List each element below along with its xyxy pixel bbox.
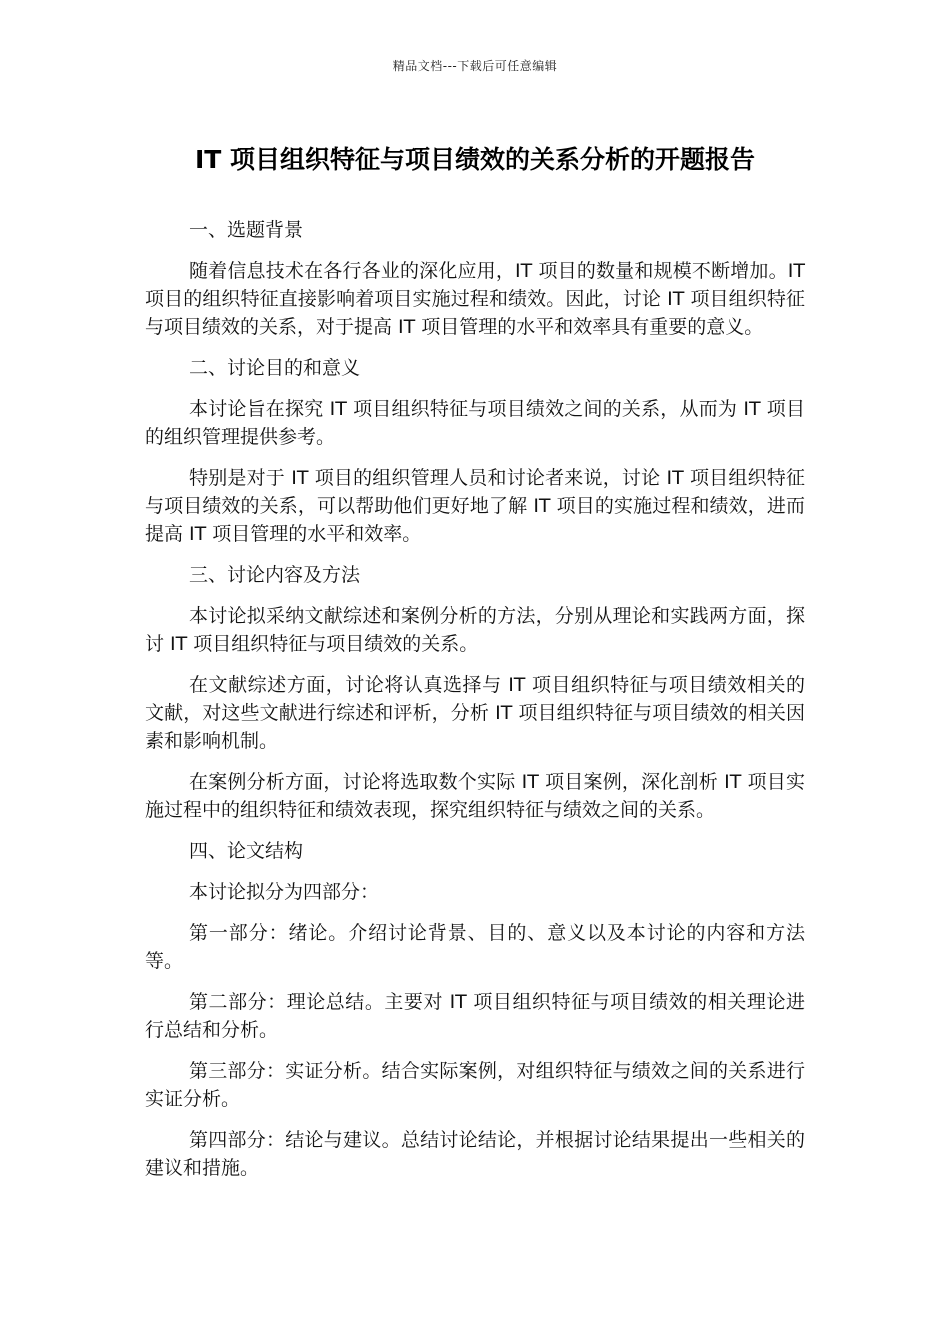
paragraph-structure-intro: 本讨论拟分为四部分： <box>189 881 380 903</box>
paragraph-part-3: 第三部分：实证分析。结合实际案例，对组织特征与绩效之间的关系进行实证分析。 <box>145 1060 805 1110</box>
section-heading-structure: 四、论文结构 <box>189 840 304 862</box>
header-note: 精品文档---下载后可任意编辑 <box>392 59 558 73</box>
paragraph-purpose-1: 本讨论旨在探究 IT 项目组织特征与项目绩效之间的关系，从而为 IT 项目的组织管理提供参考。 <box>145 398 805 448</box>
document-title: IT 项目组织特征与项目绩效的关系分析的开题报告 <box>194 145 756 174</box>
section-heading-purpose: 二、讨论目的和意义 <box>189 357 361 379</box>
section-heading-methods: 三、讨论内容及方法 <box>189 564 361 586</box>
paragraph-part-1: 第一部分：绪论。介绍讨论背景、目的、意义以及本讨论的内容和方法等。 <box>145 922 805 972</box>
paragraph-purpose-2: 特别是对于 IT 项目的组织管理人员和讨论者来说，讨论 IT 项目组织特征与项目绩效的关系，可以帮助他们更好地了解 IT 项目的实施过程和绩效，进而提高 IT 项目管理的水平和效率。 <box>145 467 805 545</box>
paragraph-part-2: 第二部分：理论总结。主要对 IT 项目组织特征与项目绩效的相关理论进行总结和分析。 <box>145 991 805 1041</box>
paragraph-part-4: 第四部分：结论与建议。总结讨论结论，并根据讨论结果提出一些相关的建议和措施。 <box>145 1129 805 1179</box>
section-heading-background: 一、选题背景 <box>189 219 304 241</box>
paragraph-background: 随着信息技术在各行各业的深化应用，IT 项目的数量和规模不断增加。IT 项目的组织特征直接影响着项目实施过程和绩效。因此，讨论 IT 项目组织特征与项目绩效的关系，对于提高 IT 项目管理的水平和效率具有重要的意义。 <box>145 260 805 338</box>
paragraph-methods-3: 在案例分析方面，讨论将选取数个实际 IT 项目案例，深化剖析 IT 项目实施过程中的组织特征和绩效表现，探究组织特征与绩效之间的关系。 <box>145 771 805 821</box>
document-body <box>145 216 805 1195</box>
paragraph-methods-1: 本讨论拟采纳文献综述和案例分析的方法，分别从理论和实践两方面，探讨 IT 项目组织特征与项目绩效的关系。 <box>145 605 805 655</box>
paragraph-methods-2: 在文献综述方面，讨论将认真选择与 IT 项目组织特征与项目绩效相关的文献，对这些文献进行综述和评析，分析 IT 项目组织特征与项目绩效的相关因素和影响机制。 <box>145 674 805 752</box>
